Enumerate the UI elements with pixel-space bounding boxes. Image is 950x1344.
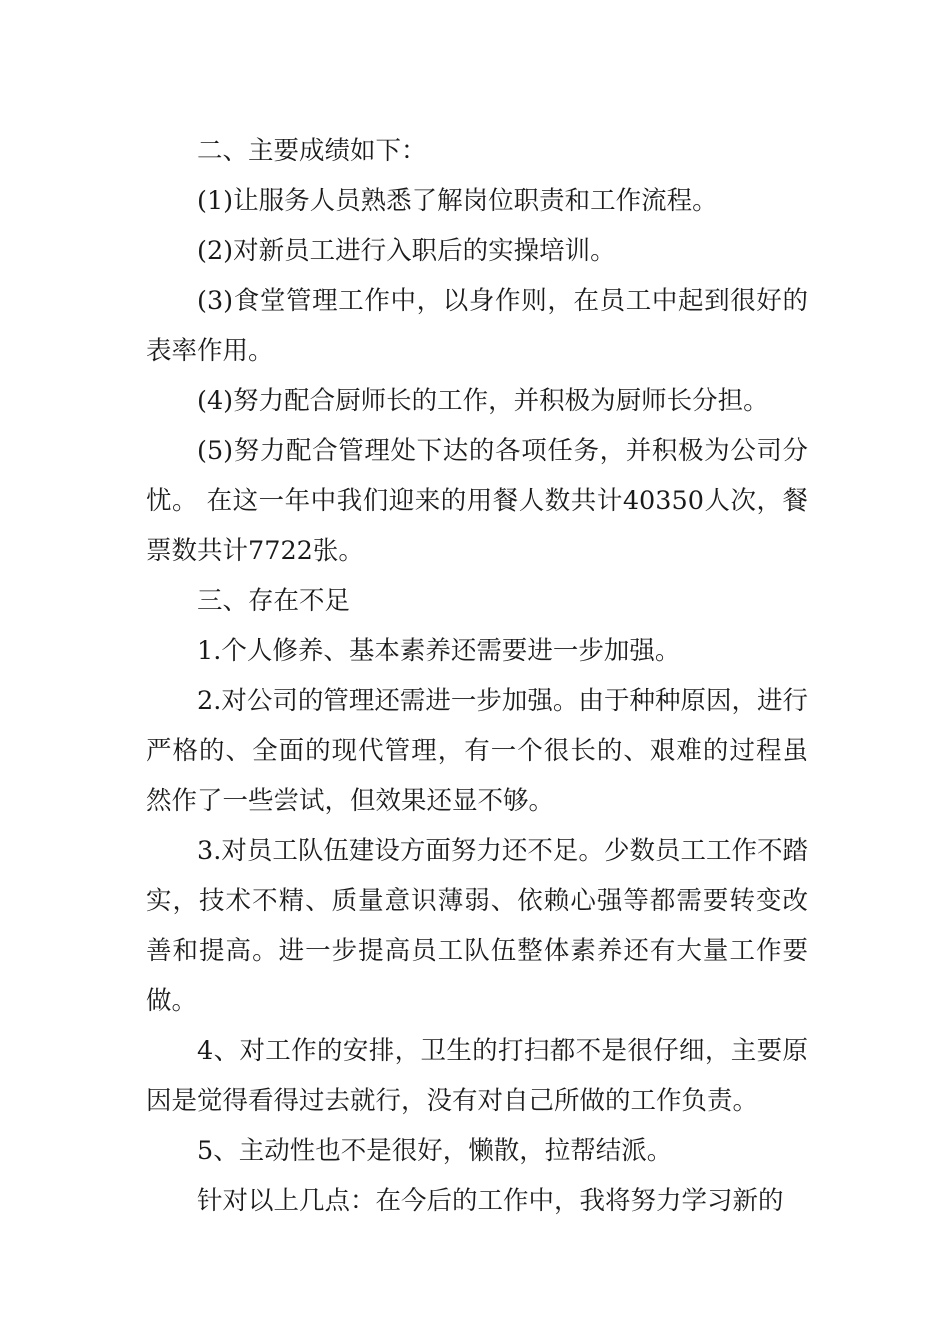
shortcoming-item-5: 5、主动性也不是很好，懒散，拉帮结派。: [197, 1136, 673, 1166]
shortcoming-item-3: 3.对员工队伍建设方面努力还不足。少数员工工作不踏实，技术不精、质量意识薄弱、依赖心强等都需要转变改善和提高。进一步提高员工队伍整体素养还有大量工作要做。: [146, 836, 808, 1016]
section-heading-achievements: 二、主要成绩如下：: [197, 136, 427, 166]
closing-paragraph: 针对以上几点：在今后的工作中，我将努力学习新的: [197, 1186, 784, 1216]
achievement-item-2: (2)对新员工进行入职后的实操培训。: [197, 236, 616, 266]
shortcoming-item-1: 1.个人修养、基本素养还需要进一步加强。: [197, 636, 681, 666]
shortcoming-item-4: 4、对工作的安排，卫生的打扫都不是很仔细，主要原因是觉得看得过去就行，没有对自己所做的工作负责。: [146, 1036, 808, 1116]
section-heading-shortcomings: 三、存在不足: [197, 586, 351, 616]
achievement-item-4: (4)努力配合厨师长的工作，并积极为厨师长分担。: [197, 386, 769, 416]
achievement-item-3: (3)食堂管理工作中，以身作则，在员工中起到很好的表率作用。: [146, 286, 808, 366]
achievement-item-1: (1)让服务人员熟悉了解岗位职责和工作流程。: [197, 186, 718, 216]
document-body: [146, 126, 808, 1226]
achievement-item-5: (5)努力配合管理处下达的各项任务，并积极为公司分忧。 在这一年中我们迎来的用餐人数共计40350人次，餐票数共计7722张。: [146, 436, 808, 566]
shortcoming-item-2: 2.对公司的管理还需进一步加强。由于种种原因，进行严格的、全面的现代管理，有一个很长的、艰难的过程虽然作了一些尝试，但效果还显不够。: [146, 686, 808, 816]
